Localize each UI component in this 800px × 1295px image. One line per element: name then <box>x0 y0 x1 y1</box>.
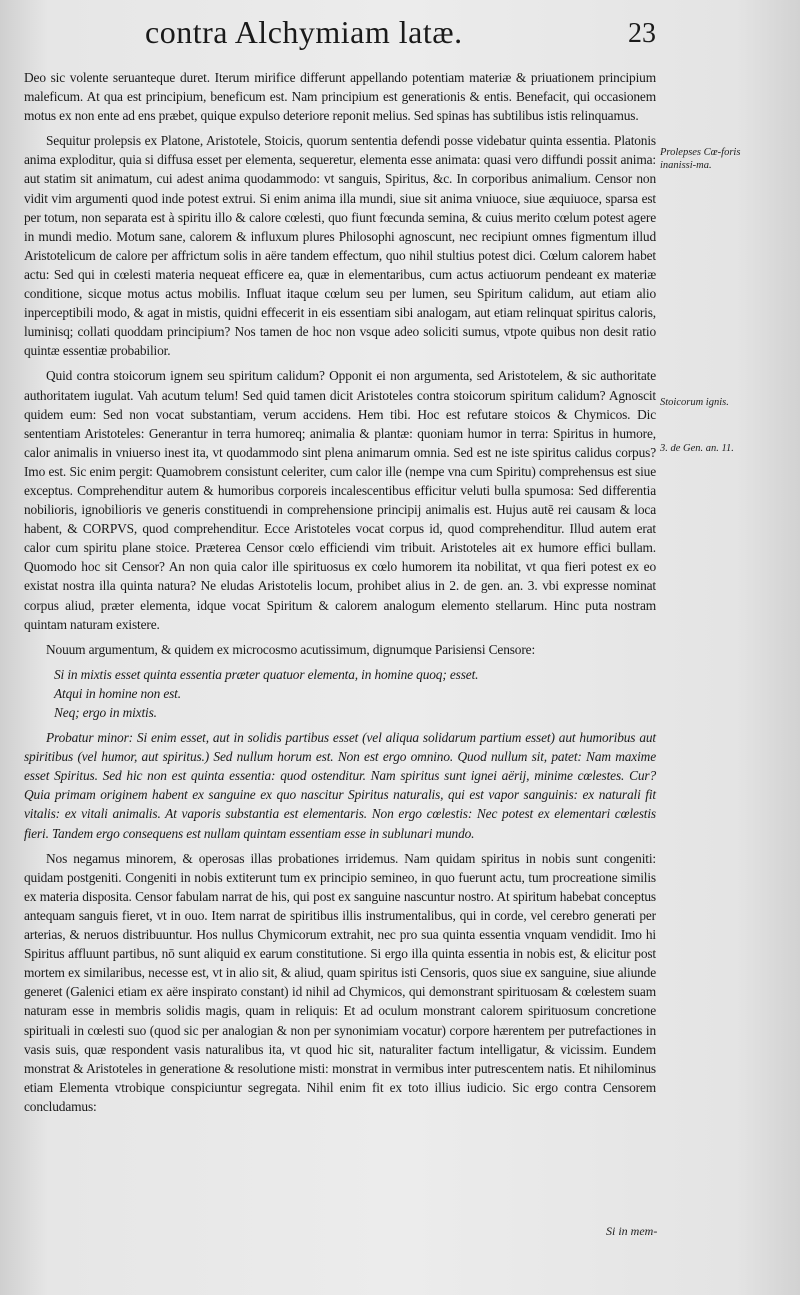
paragraph-4: Nouum argumentum, & quidem ex microcosmo acutissimum, dignumque Parisiensi Censore: <box>46 641 536 657</box>
margin-note-prolepsis: Prolepses Cœ-foris inanissi-ma. <box>660 147 741 171</box>
syllogism-conclusion: Neq; ergo in mixtis. <box>54 705 157 720</box>
syllogism-major: Si in mixtis esset quinta essentia præter quatuor elementa, in homine quoq; esset. <box>54 666 479 682</box>
paragraph-3: Quid contra stoicorum ignem seu spiritum calidum? Opponit ei non argumenta, sed Aristotelem, & sic authoritate authoritatem iugulat. Vah acutum telum! Sed quid tamen dicit Aristoteles contra stoicorum spiritum calidum? Agnoscit quidem eum: Sed non vocat substantiam, verum accidens. Hem tibi. Hoc est refutare stoicos & Chymicos. Dic sententiam Aristoteles: Generantur in terra humoreq; animalia & plantæ: quoniam humor in terra: Spiritus in humore, calor animalis in vniuerso inest ita, vt quodammodo sint plena animarum omnia. Sed est ne iste spiritus calidus corpus? Imo est. Sic enim pergit: Quamobrem consistunt celeriter, cum calor ille (nempe vna cum Spiritu) comprehensus est siue exceptus. Comprehenditur autem & humoribus corporeis incalescentibus efficitur veluti bulla spumosa: Sed differentia nobilioris, ignobilioris ve generis constituendi in comprehensione principij animalis est. Hujus autē rei causam & loca habent, & CORPVS, quod comprehenditur. Ecce Aristoteles vocat corpus id, quod comprehenditur. Illud autem erat calor cum spiritu plane stoice. Præterea Censor cœlo efficiendi vim tribuit. Aristoteles ait ex humore effici bullam. Quomodo hoc sit Censor? An non quia calor ille spirituosus ex cœlo humorem ita nobilitat, vt qua fieri potest ex eo existat nostra illa quinta natura? Ne eludas Aristotelis locum, prohibet alius in 2. de gen. an. 3. vbi expresse nominat corpus aliud, præter elementa, idque vocat Spiritum & calorem analogum elemento stellarum. Hinc puta nostram quintam naturam existere. <box>24 368 656 632</box>
running-head <box>0 14 800 58</box>
paragraph-1: Deo sic volente seruanteque duret. Iterum mirifice differunt appellando potentiam materiæ & priuationem principium maleficum. At qua est principium, beneficum est. Nam principium est generationis & entis. Benefacit, qui occasionem motus ex non ente ad ens præbet, quique expulso deteriore reponit melius. Sed spinas has subtilibus istis relinquamus. <box>24 70 656 124</box>
running-title: contra Alchymiam latæ. <box>145 14 463 50</box>
main-text <box>24 68 656 1122</box>
paragraph-6: Nos negamus minorem, & operosas illas probationes irridemus. Nam quidam spiritus in nobis sunt congeniti: quidam postgeniti. Congeniti in nobis extiterunt tum ex principio semineo, in quo fuerunt actu, tum procreatione similis ex materia disposita. Censor fabulam narrat de his, qui post ex sanguine nascuntur nostro. At spiritum habebat conceptus antequam sanguis fieret, vt in ouo. Item narrat de spiritibus illis instrumentalibus, qui in corde, vel cerebro generati per arterias, & neruos distribuuntur. Hos nullus Chymicorum extrahit, nec pro sua quinta essentia vnquam vendidit. Imo hi Spiritus affluunt partibus, nō sunt aliquid ex earum constitutione. Si ergo illa quinta essentia in nobis est, & elicitur post mortem ex similaribus, necesse est, vt in alio sit, & aliud, quam spiritus isti Censoris, quos siue ex sanguine, siue aliunde generet (Galenici etiam ex aëre inspirato constant) id nihil ad Chymicos, qui demonstrant spirituosam & cœlestem suam naturam esse in membris solidis magis, quam in reliquis: Et ad oculum monstrant calorem spirituosum concretione spirituali in cœlesti suo (quod sic per analogian & non per synonimiam vocatur) corpore hærentem per putrefactiones in vasis suis, quæ respondent vasis naturalibus ita, vt quod hic sit, naturaliter factum intelligatur, & vicissim. Eundem monstrat & Aristoteles in generatione & resolutione misti: monstrat in vermibus inter putrescentem natis. Et nihilominus etiam Elementa vtrobique conspiciuntur segregata. Nihil enim fit ex toto illius iudicio. Sic ergo contra Censorem concludamus: <box>24 850 656 1114</box>
syllogism <box>54 665 656 722</box>
syllogism-minor: Atqui in homine non est. <box>54 685 181 701</box>
paragraph-2: Sequitur prolepsis ex Platone, Aristotele, Stoicis, quorum sententia defendi posse videbatur quinta essentia. Platonis anima exploditur, quia si diffusa esset per elementa, sequeretur, elementa esse animata: quasi vero diffundi possit anima: aut statim sit animatum, cui adest anima quodammodo: vt sanguis, Spiritus, &c. In corporibus animalium. Censor non vidit vim argumenti quod inde potest extrui. Si enim anima illa mundi, siue sit anima vniuoce, siue æquiuoce, sparsa est per totum, non separata est à spiritu illo & calore cœlesti, quo fiunt fœcunda semina, & cuius merito cœlum potest agere in mundi medio. Motum sane, calorem & influxum plures Philosophi agnoscunt, nec recipiunt omnes figmentum illud Aristotelicum de calore per affrictum solis in aëre tandem effectum, quo nihil stultius potest dici. Cœlum calorem habet actu: Sed qui in cœlesti materia nequeat efficere ea, quæ in elementaribus, cum actus actiuorum pendeant ex materiæ conditione, sicque motus actus mobilis. Influat itaque cœlum seu per lumen, seu Spiritum calidum, aut etiam alio inperceptibili modo, & agat in mistis, quidni effecerit in eis essentiam sibi analogam, aut etiam relinquat spiritus caloris, luminisq; collati quoddam principium? Nos tamen de hoc non vsque adeo soliciti sumus, vtpote quibus non desit ratio quintæ essentiæ probabilior. <box>24 133 656 359</box>
margin-note-stoicorum: Stoicorum ignis. <box>660 397 729 408</box>
page-number: 23 <box>628 18 656 49</box>
margin-note-gen-an: 3. de Gen. an. 11. <box>660 443 734 454</box>
paragraph-5: Probatur minor: Si enim esset, aut in solidis partibus esset (vel aliqua solidarum partium esset) aut humoribus aut spiritibus (vel humor, aut spiritus.) Sed nullum horum est. Non est ergo omnino. Quod nullum sit, patet: Nam maxime esset Spiritus. Sed hic non est quinta essentia: quod ostenditur. Nam spiritus sunt ignei aërij, minime cœlestes. Cur? Quia primam originem habent ex sanguine ex quo nascitur Spiritus naturalis, qui est vapor sanguinis: ex naturali fit vitalis: ex vitali animalis. At vaporis substantia est elementaris. Non ergo cœlestis: Nec potest ex elementari cœlestis fieri. Tandem ergo consequens est nullam quintam essentiam esse in sublunari mundo. <box>24 730 656 841</box>
catchword: Si in mem- <box>606 1224 658 1238</box>
